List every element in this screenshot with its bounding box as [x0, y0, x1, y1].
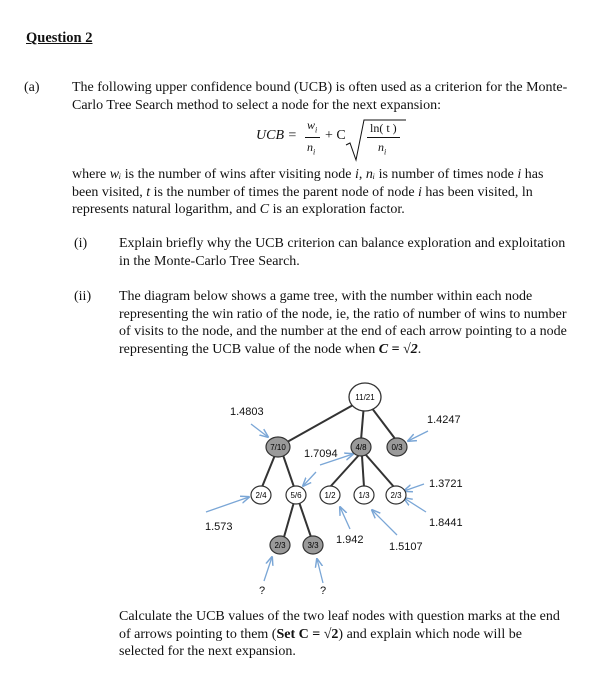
- arrow-1-7094-56: [303, 472, 316, 486]
- edge-56-leaf33: [299, 502, 311, 537]
- formula-n: $n_i$: [307, 140, 316, 157]
- arrow-1-3721: [404, 484, 424, 491]
- edge-48-13: [362, 456, 364, 487]
- arrow-1-5107: [372, 510, 397, 535]
- formula-ln-t: ln( t ): [370, 121, 397, 135]
- ucb-1-4247: 1.4247: [427, 414, 461, 426]
- edge-56-leaf23: [284, 502, 294, 537]
- ucb-1-5107: 1.5107: [389, 541, 423, 553]
- node-2-4: [251, 486, 271, 504]
- ucb-question-1: ?: [259, 585, 266, 597]
- node-0-3: [387, 438, 407, 456]
- node-5-6: [286, 486, 306, 504]
- where-line-2: been visited, t is the number of times the parent node of node i has been visited, ln: [72, 184, 533, 200]
- formula-n-2: $n_i$: [378, 140, 387, 157]
- ucb-1-942: 1.942: [336, 534, 364, 546]
- leaf-node-3-3: [303, 536, 323, 554]
- node-2-3: [386, 486, 406, 504]
- part-i-text: Explain briefly why the UCB criterion can balance exploration and exploitation in the Monte-Carlo Tree Search.: [119, 236, 566, 269]
- arrow-1-573: [206, 497, 249, 512]
- svg-text:1/3: 1/3: [358, 491, 370, 500]
- ucb-1-8441: 1.8441: [429, 517, 463, 529]
- svg-text:2/3: 2/3: [390, 491, 402, 500]
- intro-line-2: Carlo Tree Search method to select a node for the next expansion:: [72, 97, 441, 113]
- arrow-1-942: [340, 507, 350, 529]
- ucb-1-3721: 1.3721: [429, 478, 463, 490]
- arrow-1-8441: [404, 498, 426, 512]
- svg-text:2/4: 2/4: [255, 491, 267, 500]
- formula-lhs: UCB =: [256, 128, 297, 143]
- edge-710-56: [283, 455, 294, 487]
- svg-text:5/6: 5/6: [290, 491, 302, 500]
- arrow-1-4803: [251, 424, 268, 437]
- svg-text:1/2: 1/2: [324, 491, 336, 500]
- svg-text:7/10: 7/10: [270, 443, 286, 452]
- tree-nodes: [251, 383, 407, 554]
- edge-48-23: [366, 455, 394, 487]
- node-root: [349, 383, 381, 411]
- node-1-2: [320, 486, 340, 504]
- where-line-1: where wᵢ is the number of wins after visiting node i, nᵢ is number of times node i has: [72, 167, 544, 182]
- node-4-8: [351, 438, 371, 456]
- arrow-q1: [264, 557, 272, 581]
- ucb-1-4803: 1.4803: [230, 406, 264, 418]
- formula-w: $w_i$: [307, 118, 318, 135]
- final-question-text: Calculate the UCB values of the two leaf nodes with question marks at the end of arrows pointing to them (Set C = √2) and explain which node will be selected for the next expansion.: [119, 609, 560, 659]
- svg-text:0/3: 0/3: [391, 443, 403, 452]
- edge-root-710: [280, 400, 362, 446]
- part-a-label: (a): [24, 80, 40, 95]
- where-line-3: represents natural logarithm, and C is an exploration factor.: [72, 202, 405, 217]
- edge-710-24: [262, 455, 275, 487]
- ucb-1-7094: 1.7094: [304, 448, 338, 460]
- svg-text:3/3: 3/3: [307, 541, 319, 550]
- node-7-10: [266, 437, 290, 457]
- ucb-question-2: ?: [320, 585, 327, 597]
- part-ii-text: The diagram below shows a game tree, with the number within each node representing the win ratio of the node, ie, the ratio of number of wins to number of visits to the node, and the number at the end of each arrow pointing to a node representing the UCB value of the node when C = √2.: [119, 289, 567, 357]
- intro-line-1: The following upper confidence bound (UCB) is often used as a criterion for the Monte-: [72, 80, 568, 95]
- arrow-1-4247: [408, 431, 428, 441]
- question-title: Question 2: [26, 30, 93, 46]
- leaf-node-2-3: [270, 536, 290, 554]
- formula-plus-c: + C: [325, 128, 346, 143]
- ucb-1-573: 1.573: [205, 521, 233, 533]
- part-ii-label: (ii): [74, 289, 92, 304]
- svg-text:4/8: 4/8: [355, 443, 367, 452]
- arrow-q2: [317, 559, 323, 583]
- svg-text:11/21: 11/21: [355, 393, 375, 402]
- tree-edges: [262, 400, 396, 537]
- svg-text:2/3: 2/3: [274, 541, 286, 550]
- node-1-3: [354, 486, 374, 504]
- part-i-label: (i): [74, 236, 88, 251]
